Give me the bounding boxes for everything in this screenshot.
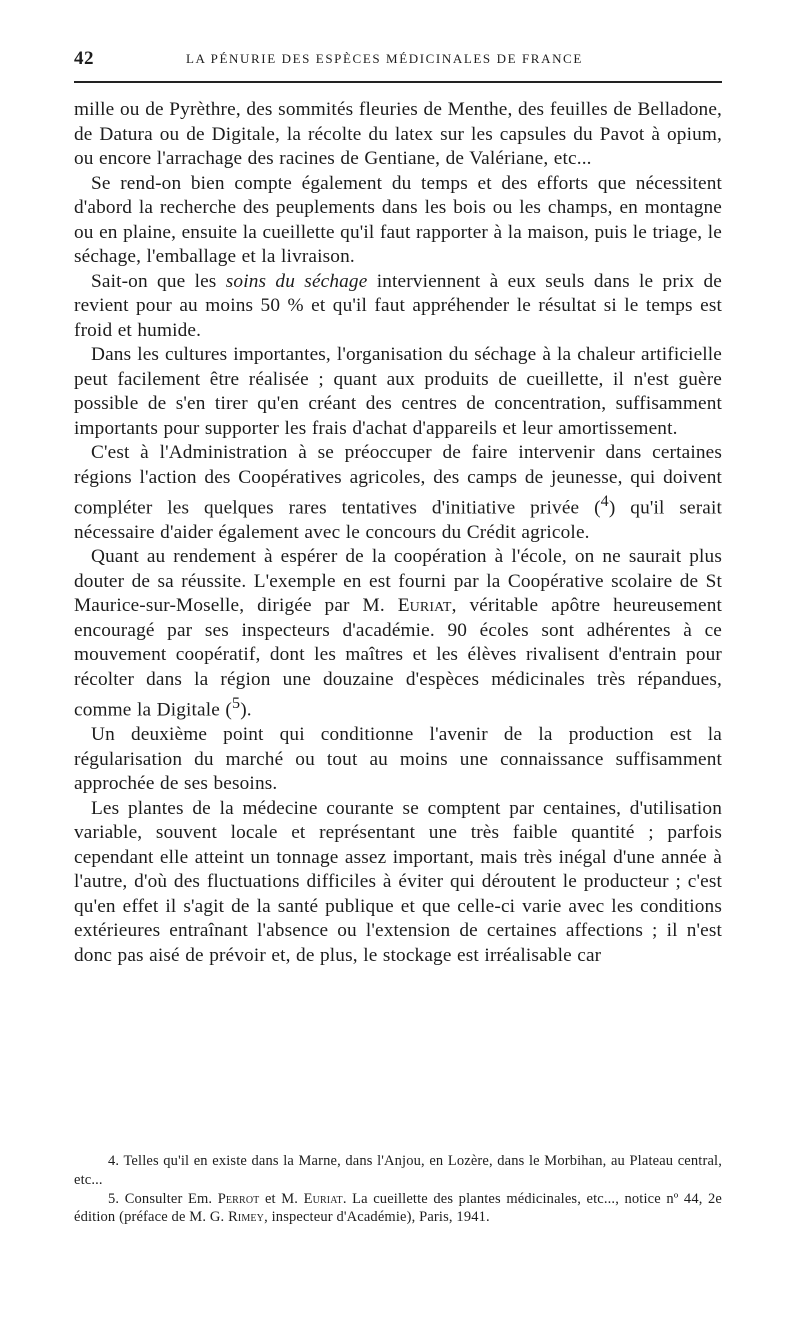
page-header — [74, 48, 722, 78]
paragraph: Sait-on que les soins du séchage interviennent à eux seuls dans le prix de revient pour au moins 50 % et qu'il faut appréhender le résultat si le temps est froid et humide. — [74, 270, 722, 341]
footnote: 4. Telles qu'il en existe dans la Marne, dans l'Anjou, en Lozère, dans le Morbihan, au Plateau central, etc... — [74, 1153, 722, 1188]
author-name: Euriat — [303, 1190, 343, 1207]
paragraph: Se rend-on bien compte également du temps et des efforts que nécessitent d'abord la recherche des peuplements dans les bois ou les champs, en montagne ou en plaine, ensuite la cueillette qu'il faut rapporter à la maison, puis le triage, le séchage, l'emballage et la livraison. — [74, 172, 722, 267]
page-number: 42 — [74, 48, 94, 69]
footnote-reference: 4 — [600, 493, 609, 510]
footnote-reference: 5 — [232, 695, 241, 713]
paragraph-continuation: mille ou de Pyrèthre, des sommités fleuries de Menthe, des feuilles de Belladone, de Datura ou de Digitale, la récolte du latex sur les capsules du Pavot à opium, ou encore l'arrachage des racines de Gentiane, de Valériane, etc... — [74, 99, 722, 169]
paragraph: Quant au rendement à espérer de la coopération à l'école, on ne saurait plus douter de sa réussite. L'exemple en est fourni par la Coopérative scolaire de St Maurice-sur-Moselle, dirigée par M. Euriat, véritable apôtre heureusement encouragé par ses inspecteurs d'académie. 90 écoles sont adhérentes à ce mouvement coopératif, dont les maîtres et les élèves rivalisent d'entrain pour récolter dans la région une douzaine d'espèces médicinales très répandues, comme la Digitale ($^5$). — [74, 546, 722, 721]
author-name: Rimey — [228, 1209, 265, 1226]
paragraph: C'est à l'Administration à se préoccuper de faire intervenir dans certaines régions l'action des Coopératives agricoles, des camps de jeunesse, qui doivent compléter les quelques rares tentatives d'initiative privée ($^4$) qu'il serait nécessaire d'aider également avec le concours du Crédit agricole. — [74, 442, 722, 543]
paragraph: Dans les cultures importantes, l'organisation du séchage à la chaleur artificielle peut facilement être réalisée ; quant aux produits de cueillette, il n'est guère possible de s'en tirer qu'en créant des centres de concentration, suffisamment importants pour supporter les frais d'achat d'appareils et leur amortissement. — [74, 344, 722, 439]
paragraph: Un deuxième point qui conditionne l'avenir de la production est la régularisation du marché ou tout au moins une connaissance suffisamment approchée de ses besoins. — [74, 724, 722, 795]
paragraph: Les plantes de la médecine courante se comptent par centaines, d'utilisation variable, souvent locale et représentant une très faible quantité ; parfois cependant elle atteint un tonnage assez important, mais très inégal d'une année à l'autre, d'où des fluctuations difficiles à éviter qui déroutent le producteur ; c'est qu'en effet il s'agit de la santé publique et que celle-ci varie avec les conditions extérieures entraînant l'absence ou l'extension de certaines affections ; il n'est donc pas aisé de prévoir et, de plus, le stockage est irréalisable car — [74, 797, 722, 966]
body-text — [74, 98, 722, 968]
footnotes — [74, 1152, 722, 1227]
footnote: 5. Consulter Em. Perrot et M. Euriat. La cueillette des plantes médicinales, etc..., notice nº 44, 2e édition (préface de M. G. Rimey, inspecteur d'Académie), Paris, 1941. — [74, 1190, 722, 1226]
author-name: Perrot — [217, 1190, 260, 1207]
running-title: LA PÉNURIE DES ESPÈCES MÉDICINALES DE FRANCE — [186, 51, 583, 66]
header-rule — [74, 81, 722, 83]
author-name: Euriat — [397, 595, 452, 617]
emphasis-text: soins du séchage — [225, 270, 368, 292]
